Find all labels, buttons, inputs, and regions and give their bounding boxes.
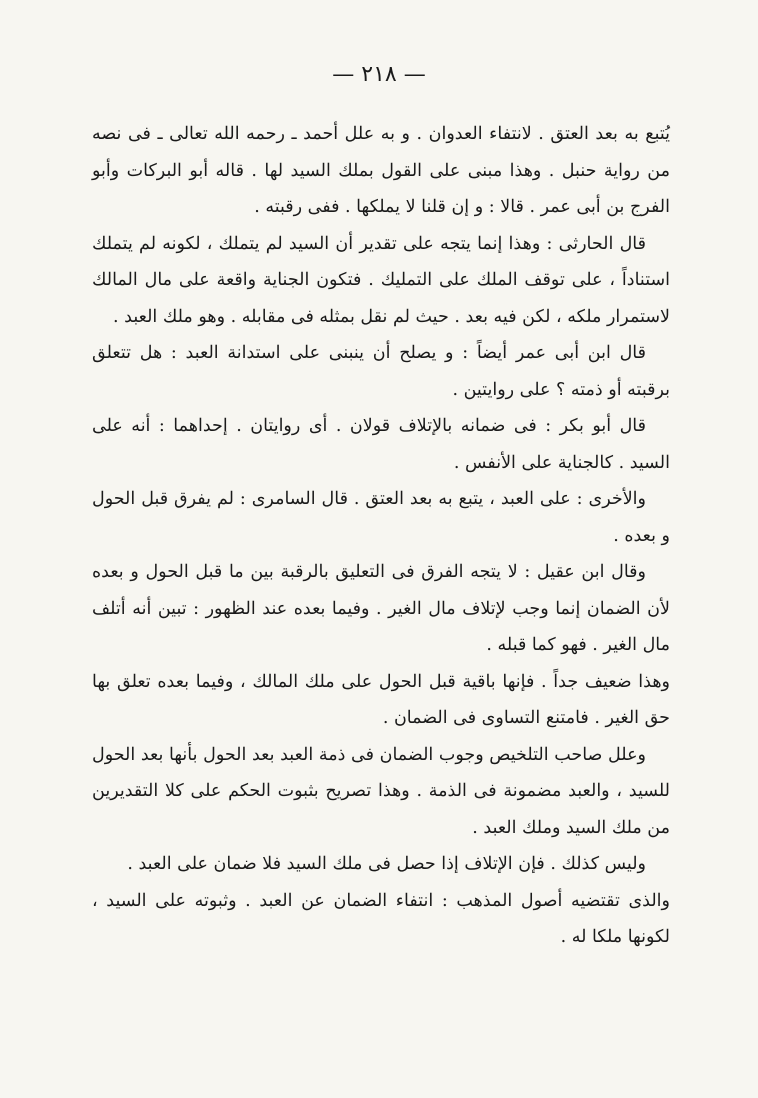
paragraph-7: وهذا ضعيف جداً . فإنها باقية قبل الحول على ملك المالك ، وفيما بعده تعلق بها حق الغير . فامتنع التساوى فى الضمان .	[92, 671, 670, 728]
paragraph-2: قال الحارثى : وهذا إنما يتجه على تقدير أن السيد لم يتملك ، لكونه لم يتملك استناداً ، على توقف الملك على التمليك . فتكون الجناية واقعة على مال المالك لاستمرار ملكه ، لكن فيه بعد . حيث لم نقل بمثله فى مقابله . وهو ملك العبد .	[92, 233, 670, 327]
paragraph-6: وقال ابن عقيل : لا يتجه الفرق فى التعليق بالرقبة بين ما قبل الحول و بعده لأن الضمان إنما وجب لإتلاف مال الغير . وفيما بعده عند الظهور : تبين أنه أتلف مال الغير . فهو كما قبله .	[92, 562, 670, 655]
body-text	[92, 116, 670, 956]
paragraph-3: قال ابن أبى عمر أيضاً : و يصلح أن ينبنى على استدانة العبد : هل تتعلق برقبته أو ذمته ؟ على روايتين .	[92, 343, 670, 400]
paragraph-10: والذى تقتضيه أصول المذهب : انتفاء الضمان عن العبد . وثبوته على السيد ، لكونها ملكا له .	[92, 890, 670, 947]
paragraph-8: وعلل صاحب التلخيص وجوب الضمان فى ذمة العبد بعد الحول بأنها بعد الحول للسيد ، والعبد مضمونة فى الذمة . وهذا تصريح بثبوت الحكم على كلا التقديرين من ملك السيد وملك العبد .	[92, 744, 670, 838]
paragraph-5: والأخرى : على العبد ، يتبع به بعد العتق . قال السامرى : لم يفرق قبل الحول و بعده .	[92, 489, 670, 546]
page-number: — ٢١٨ —	[332, 62, 426, 87]
paragraph-1: يُتبع به بعد العتق . لانتفاء العدوان . و به علل أحمد ـ رحمه الله تعالى ـ فى نصه من رواية حنبل . وهذا مبنى على القول بملك السيد لها . قاله أبو البركات وأبو الفرج بن أبى عمر . قالا : و إن قلنا لا يملكها . ففى رقبته .	[92, 124, 670, 217]
paragraph-9: وليس كذلك . فإن الإتلاف إذا حصل فى ملك السيد فلا ضمان على العبد .	[127, 854, 646, 874]
paragraph-4: قال أبو بكر : فى ضمانه بالإتلاف قولان . أى روايتان . إحداهما : أنه على السيد . كالجناية على الأنفس .	[92, 416, 670, 473]
